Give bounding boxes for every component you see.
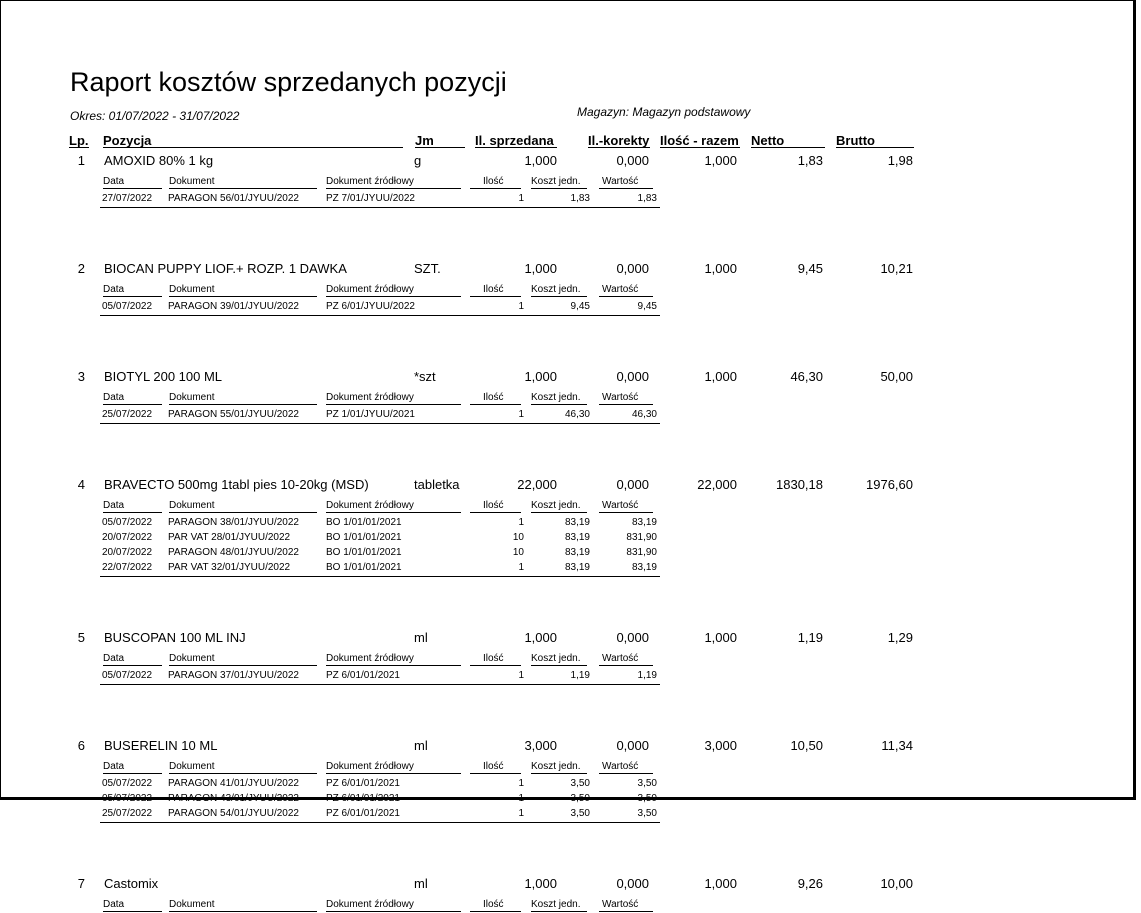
item-pozycja: Castomix [104,876,159,891]
detail-data: 05/07/2022 [102,301,153,312]
item-row [1,477,1141,493]
detail-data: 25/07/2022 [102,409,153,420]
item-brutto: 1,29 [887,630,913,645]
detail-header [1,392,1141,406]
detail-col-wartosc: Wartość [602,284,639,295]
detail-wartosc: 3,50 [637,793,657,804]
col-pozycja: Pozycja [103,133,152,148]
detail-dokument: PARAGON 56/01/JYUU/2022 [168,193,299,204]
detail-koszt: 83,19 [564,517,590,528]
detail-ilosc: 1 [518,808,524,819]
detail-row [1,301,1141,316]
item-netto: 9,45 [797,261,823,276]
detail-col-data: Data [103,500,125,511]
detail-col-ilosc: Ilość [483,392,504,403]
item-il-sprzedana: 1,000 [524,630,557,645]
detail-koszt: 3,50 [570,793,590,804]
item-il-korekty: 0,000 [616,738,649,753]
item-lp: 2 [77,261,85,276]
item-netto: 10,50 [790,738,823,753]
detail-ilosc: 1 [518,517,524,528]
detail-col-wartosc: Wartość [602,176,639,187]
detail-col-dokument: Dokument [169,284,215,295]
detail-header [1,653,1141,667]
item-jm: SZT. [414,261,441,276]
item-separator [100,207,660,208]
detail-koszt: 3,50 [570,808,590,819]
underline-netto [751,147,825,148]
detail-col-zrodlowy: Dokument źródłowy [326,761,414,772]
item-jm: ml [414,738,428,753]
item-ilosc-razem: 22,000 [697,477,737,492]
detail-data: 05/07/2022 [102,517,153,528]
detail-col-koszt: Koszt jedn. [531,176,581,187]
detail-wartosc: 83,19 [631,562,657,573]
detail-header-underline [169,512,317,513]
item-jm: ml [414,876,428,891]
detail-header-underline [326,773,461,774]
detail-data: 27/07/2022 [102,193,153,204]
detail-row [1,409,1141,424]
item-ilosc-razem: 1,000 [704,369,737,384]
item-jm: *szt [414,369,436,384]
detail-header-underline [103,773,162,774]
detail-dokument: PAR VAT 32/01/JYUU/2022 [168,562,291,573]
detail-col-ilosc: Ilość [483,176,504,187]
detail-koszt: 1,83 [570,193,590,204]
item-il-korekty: 0,000 [616,261,649,276]
detail-header-underline [103,404,162,405]
detail-header-underline [599,512,653,513]
detail-header [1,899,1141,913]
item-ilosc-razem: 1,000 [704,261,737,276]
underline-lp [69,147,89,148]
detail-col-wartosc: Wartość [602,899,639,910]
item-row [1,369,1141,385]
detail-col-dokument: Dokument [169,761,215,772]
detail-col-wartosc: Wartość [602,500,639,511]
detail-zrodlowy: PZ 6/01/01/2021 [326,778,400,789]
detail-header-underline [470,188,521,189]
item-il-sprzedana: 1,000 [524,261,557,276]
item-il-korekty: 0,000 [616,630,649,645]
detail-ilosc: 1 [518,778,524,789]
item-separator [100,684,660,685]
detail-header-underline [599,911,653,912]
detail-header-underline [531,665,587,666]
detail-header-underline [169,296,317,297]
item-netto: 1,83 [797,153,823,168]
item-il-sprzedana: 1,000 [524,153,557,168]
detail-data: 05/07/2022 [102,670,153,681]
detail-col-data: Data [103,653,125,664]
detail-header-underline [326,911,461,912]
item-il-korekty: 0,000 [616,369,649,384]
detail-header-underline [103,512,162,513]
item-pozycja: AMOXID 80% 1 kg [104,153,214,168]
col-il-sprzedana: Il. sprzedana [475,133,554,148]
detail-dokument: PARAGON 54/01/JYUU/2022 [168,808,299,819]
detail-data: 20/07/2022 [102,547,153,558]
item-jm: tabletka [414,477,460,492]
detail-header-underline [599,773,653,774]
detail-header-underline [326,296,461,297]
detail-col-ilosc: Ilość [483,653,504,664]
detail-col-data: Data [103,761,125,772]
item-brutto: 11,34 [881,738,913,753]
detail-header-underline [599,296,653,297]
detail-data: 20/07/2022 [102,532,153,543]
detail-zrodlowy: PZ 6/01/01/2021 [326,670,400,681]
detail-col-zrodlowy: Dokument źródłowy [326,899,414,910]
detail-wartosc: 3,50 [637,778,657,789]
item-il-korekty: 0,000 [616,876,649,891]
detail-col-wartosc: Wartość [602,392,639,403]
detail-ilosc: 1 [518,409,524,420]
item-brutto: 10,21 [880,261,913,276]
detail-col-data: Data [103,392,125,403]
detail-col-zrodlowy: Dokument źródłowy [326,176,414,187]
detail-koszt: 3,50 [570,778,590,789]
item-lp: 4 [77,477,85,492]
detail-header-underline [326,404,461,405]
item-pozycja: BIOCAN PUPPY LIOF.+ ROZP. 1 DAWKA [104,261,347,276]
detail-zrodlowy: PZ 6/01/01/2021 [326,793,400,804]
detail-koszt: 83,19 [564,547,590,558]
detail-row [1,562,1141,577]
detail-koszt: 83,19 [564,532,590,543]
underline-jm [415,147,465,148]
detail-dokument: PARAGON 43/01/JYUU/2022 [168,793,299,804]
detail-row [1,808,1141,823]
item-pozycja: BUSCOPAN 100 ML INJ [104,630,246,645]
item-ilosc-razem: 1,000 [704,876,737,891]
item-lp: 1 [77,153,85,168]
detail-dokument: PARAGON 41/01/JYUU/2022 [168,778,299,789]
detail-zrodlowy: PZ 6/01/01/2021 [326,808,400,819]
item-lp: 7 [77,876,85,891]
col-il-korekty: Il.-korekty [588,133,650,148]
item-il-sprzedana: 1,000 [524,876,557,891]
item-lp: 5 [77,630,85,645]
report-title: Raport kosztów sprzedanych pozycji [70,67,507,97]
detail-col-koszt: Koszt jedn. [531,500,581,511]
detail-dokument: PARAGON 39/01/JYUU/2022 [168,301,299,312]
detail-zrodlowy: BO 1/01/01/2021 [326,532,402,543]
detail-header-underline [169,188,317,189]
item-separator [100,315,660,316]
detail-koszt: 1,19 [570,670,590,681]
detail-col-wartosc: Wartość [602,761,639,772]
detail-header-underline [531,296,587,297]
detail-zrodlowy: BO 1/01/01/2021 [326,517,402,528]
detail-header-underline [531,188,587,189]
detail-zrodlowy: PZ 1/01/JYUU/2021 [326,409,415,420]
item-brutto: 1976,60 [866,477,913,492]
detail-header-underline [470,512,521,513]
detail-zrodlowy: BO 1/01/01/2021 [326,562,402,573]
detail-data: 22/07/2022 [102,562,153,573]
detail-ilosc: 1 [518,793,524,804]
underline-il-korekty [588,147,650,148]
detail-ilosc: 10 [512,547,524,558]
detail-data: 05/07/2022 [102,778,153,789]
col-brutto: Brutto [836,133,875,148]
item-row [1,876,1141,892]
detail-col-dokument: Dokument [169,500,215,511]
col-netto: Netto [751,133,785,148]
detail-header-underline [169,665,317,666]
detail-dokument: PAR VAT 28/01/JYUU/2022 [168,532,291,543]
detail-header-underline [326,665,461,666]
detail-header-underline [470,404,521,405]
detail-header-underline [169,911,317,912]
detail-col-zrodlowy: Dokument źródłowy [326,653,414,664]
detail-header-underline [470,773,521,774]
detail-koszt: 46,30 [564,409,590,420]
item-separator [100,822,660,823]
detail-header [1,176,1141,190]
underline-brutto [836,147,914,148]
item-separator [100,423,660,424]
detail-data: 25/07/2022 [102,808,153,819]
detail-row [1,793,1141,808]
detail-col-koszt: Koszt jedn. [531,284,581,295]
detail-dokument: PARAGON 38/01/JYUU/2022 [168,517,299,528]
detail-row [1,778,1141,793]
detail-ilosc: 1 [518,193,524,204]
detail-header-underline [103,188,162,189]
detail-dokument: PARAGON 37/01/JYUU/2022 [168,670,299,681]
detail-col-dokument: Dokument [169,176,215,187]
underline-pozycja [103,147,403,148]
detail-header-underline [531,512,587,513]
detail-wartosc: 9,45 [637,301,657,312]
item-lp: 6 [77,738,85,753]
item-row [1,153,1141,169]
detail-wartosc: 46,30 [631,409,657,420]
detail-header-underline [531,773,587,774]
detail-row [1,670,1141,685]
detail-header-underline [599,665,653,666]
detail-col-data: Data [103,176,125,187]
underline-il-sprzedana [475,147,557,148]
detail-koszt: 9,45 [570,301,590,312]
detail-col-ilosc: Ilość [483,284,504,295]
detail-header-underline [599,188,653,189]
detail-header-underline [470,296,521,297]
item-il-korekty: 0,000 [616,477,649,492]
detail-col-dokument: Dokument [169,653,215,664]
detail-col-koszt: Koszt jedn. [531,392,581,403]
detail-col-zrodlowy: Dokument źródłowy [326,284,414,295]
item-lp: 3 [77,369,85,384]
detail-header-underline [103,911,162,912]
detail-col-ilosc: Ilość [483,761,504,772]
item-netto: 1830,18 [776,477,823,492]
detail-col-ilosc: Ilość [483,500,504,511]
item-netto: 46,30 [790,369,823,384]
item-ilosc-razem: 1,000 [704,153,737,168]
detail-header-underline [169,773,317,774]
item-brutto: 10,00 [880,876,913,891]
detail-row [1,193,1141,208]
detail-col-koszt: Koszt jedn. [531,899,581,910]
detail-header-underline [169,404,317,405]
detail-zrodlowy: PZ 6/01/JYUU/2022 [326,301,415,312]
detail-col-koszt: Koszt jedn. [531,761,581,772]
item-row [1,261,1141,277]
report-period: Okres: 01/07/2022 - 31/07/2022 [70,109,240,123]
report-warehouse: Magazyn: Magazyn podstawowy [577,105,751,119]
detail-col-zrodlowy: Dokument źródłowy [326,392,414,403]
detail-koszt: 83,19 [564,562,590,573]
item-separator [100,576,660,577]
detail-ilosc: 1 [518,670,524,681]
detail-col-ilosc: Ilość [483,899,504,910]
detail-zrodlowy: PZ 7/01/JYUU/2022 [326,193,415,204]
detail-zrodlowy: BO 1/01/01/2021 [326,547,402,558]
detail-col-dokument: Dokument [169,899,215,910]
underline-ilosc-razem [660,147,740,148]
detail-dokument: PARAGON 48/01/JYUU/2022 [168,547,299,558]
detail-header [1,761,1141,775]
detail-data: 05/07/2022 [102,793,153,804]
detail-col-data: Data [103,284,125,295]
detail-wartosc: 83,19 [631,517,657,528]
detail-ilosc: 10 [512,532,524,543]
detail-col-wartosc: Wartość [602,653,639,664]
item-ilosc-razem: 3,000 [704,738,737,753]
detail-header-underline [531,911,587,912]
detail-header-underline [103,296,162,297]
item-row [1,630,1141,646]
detail-header-underline [103,665,162,666]
item-netto: 1,19 [797,630,823,645]
item-jm: g [414,153,422,168]
detail-wartosc: 1,19 [637,670,657,681]
detail-wartosc: 831,90 [626,547,657,558]
detail-wartosc: 3,50 [637,808,657,819]
item-il-korekty: 0,000 [616,153,649,168]
detail-col-zrodlowy: Dokument źródłowy [326,500,414,511]
detail-ilosc: 1 [518,301,524,312]
detail-header-underline [599,404,653,405]
detail-header-underline [326,512,461,513]
detail-header-underline [470,665,521,666]
detail-col-dokument: Dokument [169,392,215,403]
detail-row [1,532,1141,547]
item-pozycja: BIOTYL 200 100 ML [104,369,223,384]
item-ilosc-razem: 1,000 [704,630,737,645]
detail-header [1,284,1141,298]
item-il-sprzedana: 1,000 [524,369,557,384]
detail-col-koszt: Koszt jedn. [531,653,581,664]
detail-wartosc: 1,83 [637,193,657,204]
detail-col-data: Data [103,899,125,910]
item-il-sprzedana: 3,000 [524,738,557,753]
detail-header-underline [326,188,461,189]
detail-row [1,517,1141,532]
item-brutto: 50,00 [880,369,913,384]
item-pozycja: BRAVECTO 500mg 1tabl pies 10-20kg (MSD) [104,477,369,492]
item-jm: ml [414,630,428,645]
detail-wartosc: 831,90 [626,532,657,543]
item-row [1,738,1141,754]
detail-ilosc: 1 [518,562,524,573]
col-ilosc-razem: Ilość - razem [660,133,739,148]
detail-header [1,500,1141,514]
item-brutto: 1,98 [887,153,913,168]
detail-header-underline [470,911,521,912]
col-jm: Jm [415,133,434,148]
detail-header-underline [531,404,587,405]
detail-row [1,547,1141,562]
item-il-sprzedana: 22,000 [517,477,557,492]
item-pozycja: BUSERELIN 10 ML [104,738,218,753]
detail-dokument: PARAGON 55/01/JYUU/2022 [168,409,299,420]
col-lp: Lp. [69,133,89,148]
item-netto: 9,26 [797,876,823,891]
